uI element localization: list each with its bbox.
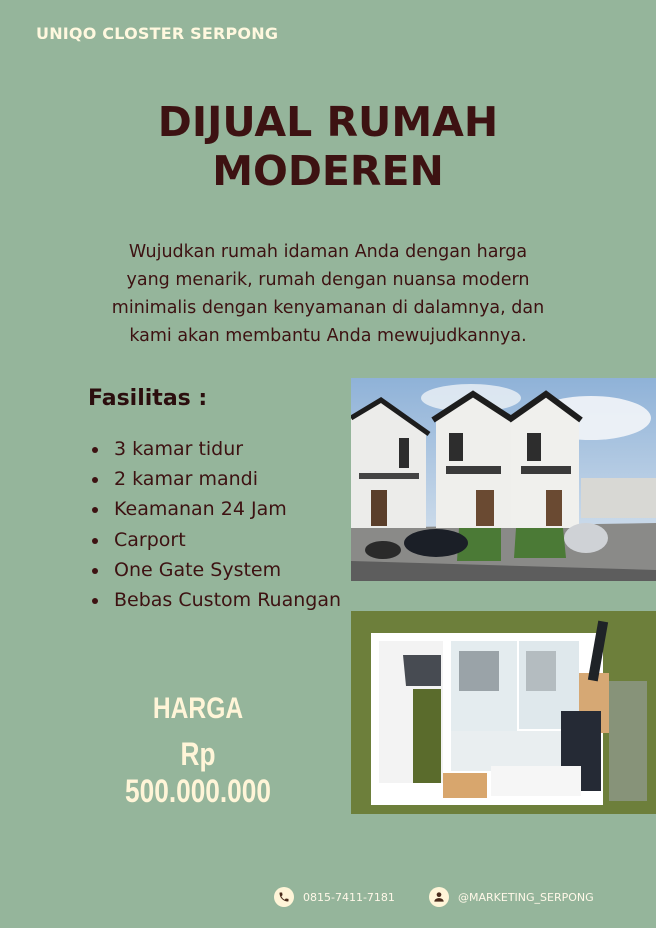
- facility-item: Bebas Custom Ruangan: [88, 585, 348, 615]
- title-line-2: MODEREN: [212, 147, 444, 195]
- contact-phone[interactable]: [274, 886, 395, 908]
- page-title: [0, 98, 656, 196]
- social-handle: @MARKETING_SERPONG: [458, 890, 594, 904]
- house-exterior-image: [351, 378, 656, 581]
- price-value: Rp 500.000.000: [125, 736, 271, 809]
- facilities-heading: Fasilitas :: [88, 386, 208, 411]
- price-label: HARGA: [152, 692, 244, 725]
- user-icon: [429, 887, 449, 907]
- floor-plan-image: [351, 611, 656, 814]
- facility-item: Carport: [88, 525, 348, 555]
- phone-number: 0815-7411-7181: [303, 890, 395, 904]
- description-line: minimalis dengan kenyamanan di dalamnya, dan: [111, 298, 545, 318]
- facility-item: One Gate System: [88, 555, 348, 585]
- facility-item: 2 kamar mandi: [88, 464, 348, 494]
- title-line-1: DIJUAL RUMAH: [157, 98, 499, 146]
- description-line: yang menarik, rumah dengan nuansa modern: [126, 270, 530, 290]
- facility-item: 3 kamar tidur: [88, 434, 348, 464]
- description: [60, 238, 596, 350]
- brand-name: UNIQO CLOSTER SERPONG: [36, 24, 279, 43]
- phone-icon: [274, 887, 294, 907]
- description-line: Wujudkan rumah idaman Anda dengan harga: [128, 242, 528, 262]
- facility-item: Keamanan 24 Jam: [88, 494, 348, 524]
- description-line: kami akan membantu Anda mewujudkannya.: [129, 326, 527, 346]
- facilities-list: [88, 434, 348, 615]
- contact-social[interactable]: [429, 886, 594, 908]
